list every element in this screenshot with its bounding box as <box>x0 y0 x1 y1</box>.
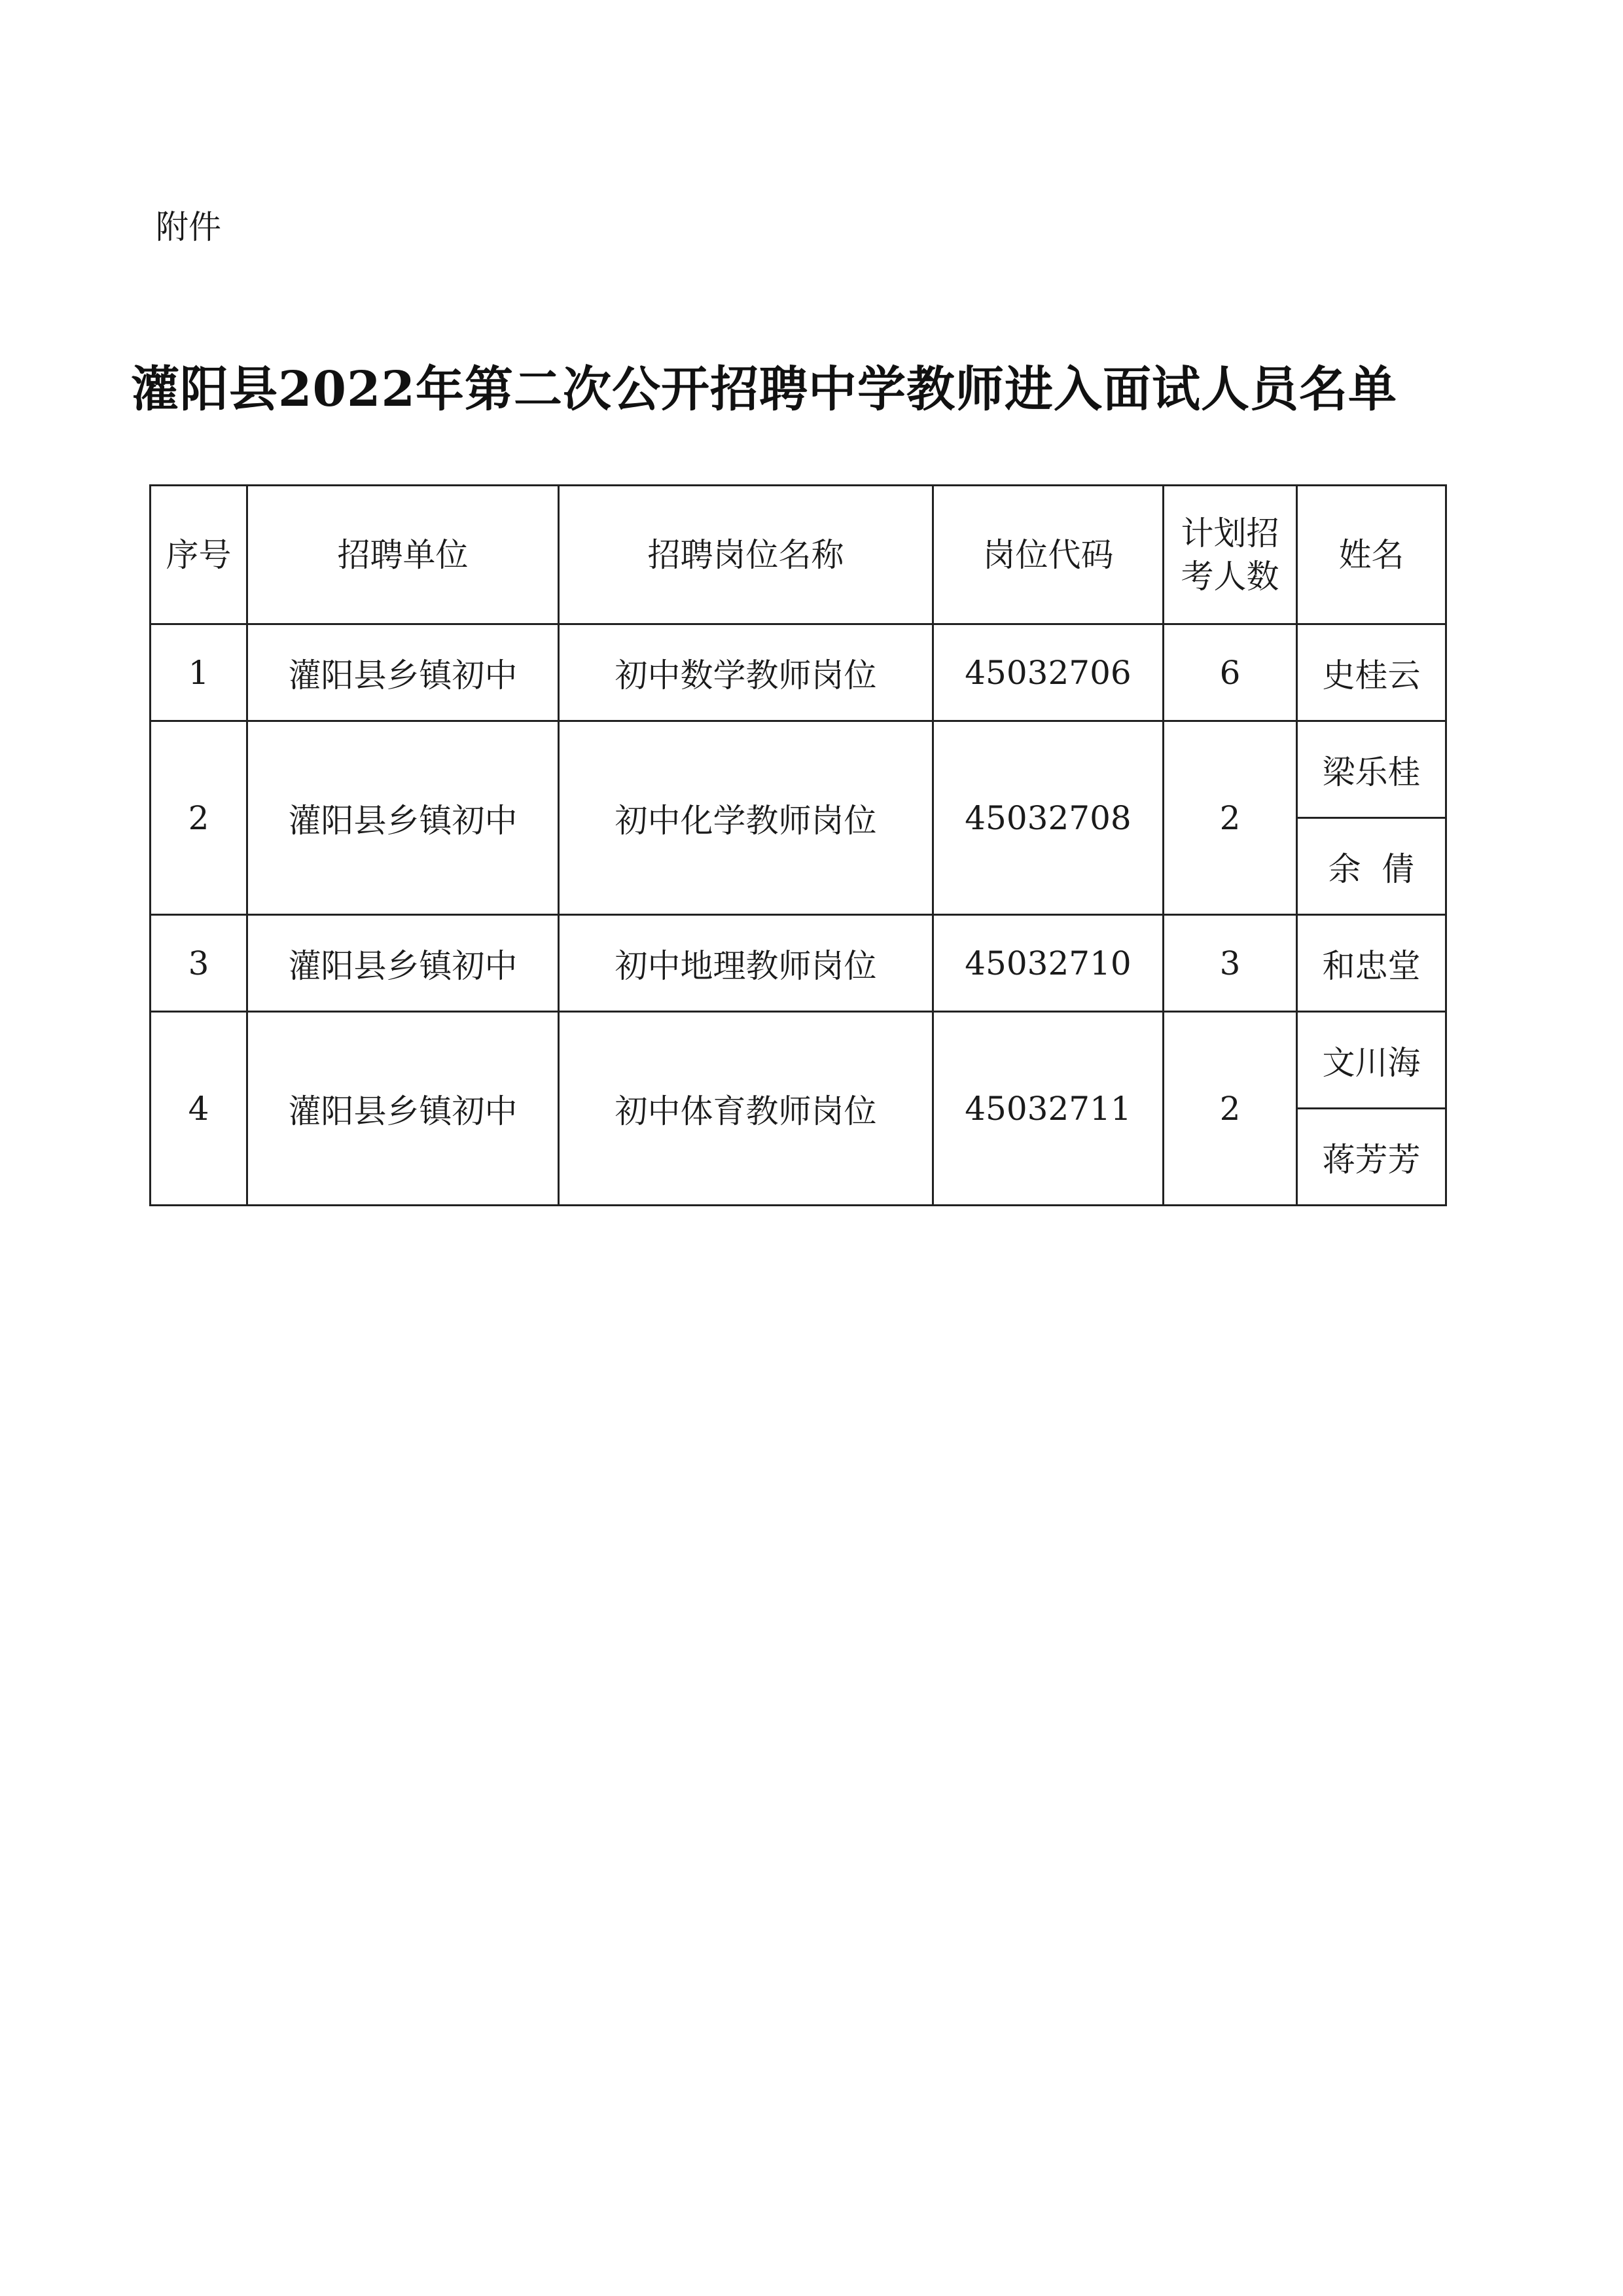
row-plan: 2 <box>1164 1012 1297 1206</box>
row-unit: 灌阳县乡镇初中 <box>247 915 559 1012</box>
row-seq: 1 <box>151 624 247 721</box>
header-position: 招聘岗位名称 <box>559 486 933 624</box>
row-unit: 灌阳县乡镇初中 <box>247 721 559 915</box>
table-row <box>151 624 1446 721</box>
header-unit: 招聘单位 <box>247 486 559 624</box>
row-plan: 2 <box>1164 721 1297 915</box>
row-position: 初中数学教师岗位 <box>559 624 933 721</box>
row-unit: 灌阳县乡镇初中 <box>247 1012 559 1206</box>
row-name: 余 倩 <box>1297 818 1446 915</box>
row-position: 初中体育教师岗位 <box>559 1012 933 1206</box>
row-code: 45032711 <box>933 1012 1164 1206</box>
row-plan: 3 <box>1164 915 1297 1012</box>
row-name: 梁乐桂 <box>1297 721 1446 818</box>
row-position: 初中地理教师岗位 <box>559 915 933 1012</box>
row-unit: 灌阳县乡镇初中 <box>247 624 559 721</box>
document-title: 灌阳县2022年第二次公开招聘中学教师进入面试人员名单 <box>131 361 1397 418</box>
row-name: 文川海 <box>1297 1012 1446 1109</box>
header-seq: 序号 <box>151 486 247 624</box>
row-seq: 3 <box>151 915 247 1012</box>
row-name: 和忠堂 <box>1297 915 1446 1012</box>
interview-roster-table <box>149 484 1447 1206</box>
table-row <box>151 1012 1446 1109</box>
table-row <box>151 721 1446 818</box>
row-code: 45032708 <box>933 721 1164 915</box>
attachment-label: 附件 <box>156 208 221 246</box>
row-code: 45032706 <box>933 624 1164 721</box>
header-code: 岗位代码 <box>933 486 1164 624</box>
table-header-row <box>151 486 1446 624</box>
row-plan: 6 <box>1164 624 1297 721</box>
header-plan-line2: 考人数 <box>1181 557 1279 596</box>
row-name: 史桂云 <box>1297 624 1446 721</box>
row-position: 初中化学教师岗位 <box>559 721 933 915</box>
header-name: 姓名 <box>1297 486 1446 624</box>
row-code: 45032710 <box>933 915 1164 1012</box>
row-name: 蒋芳芳 <box>1297 1109 1446 1206</box>
table-row <box>151 915 1446 1012</box>
header-plan <box>1164 486 1297 624</box>
row-seq: 4 <box>151 1012 247 1206</box>
header-plan-line1: 计划招 <box>1181 514 1279 552</box>
row-seq: 2 <box>151 721 247 915</box>
